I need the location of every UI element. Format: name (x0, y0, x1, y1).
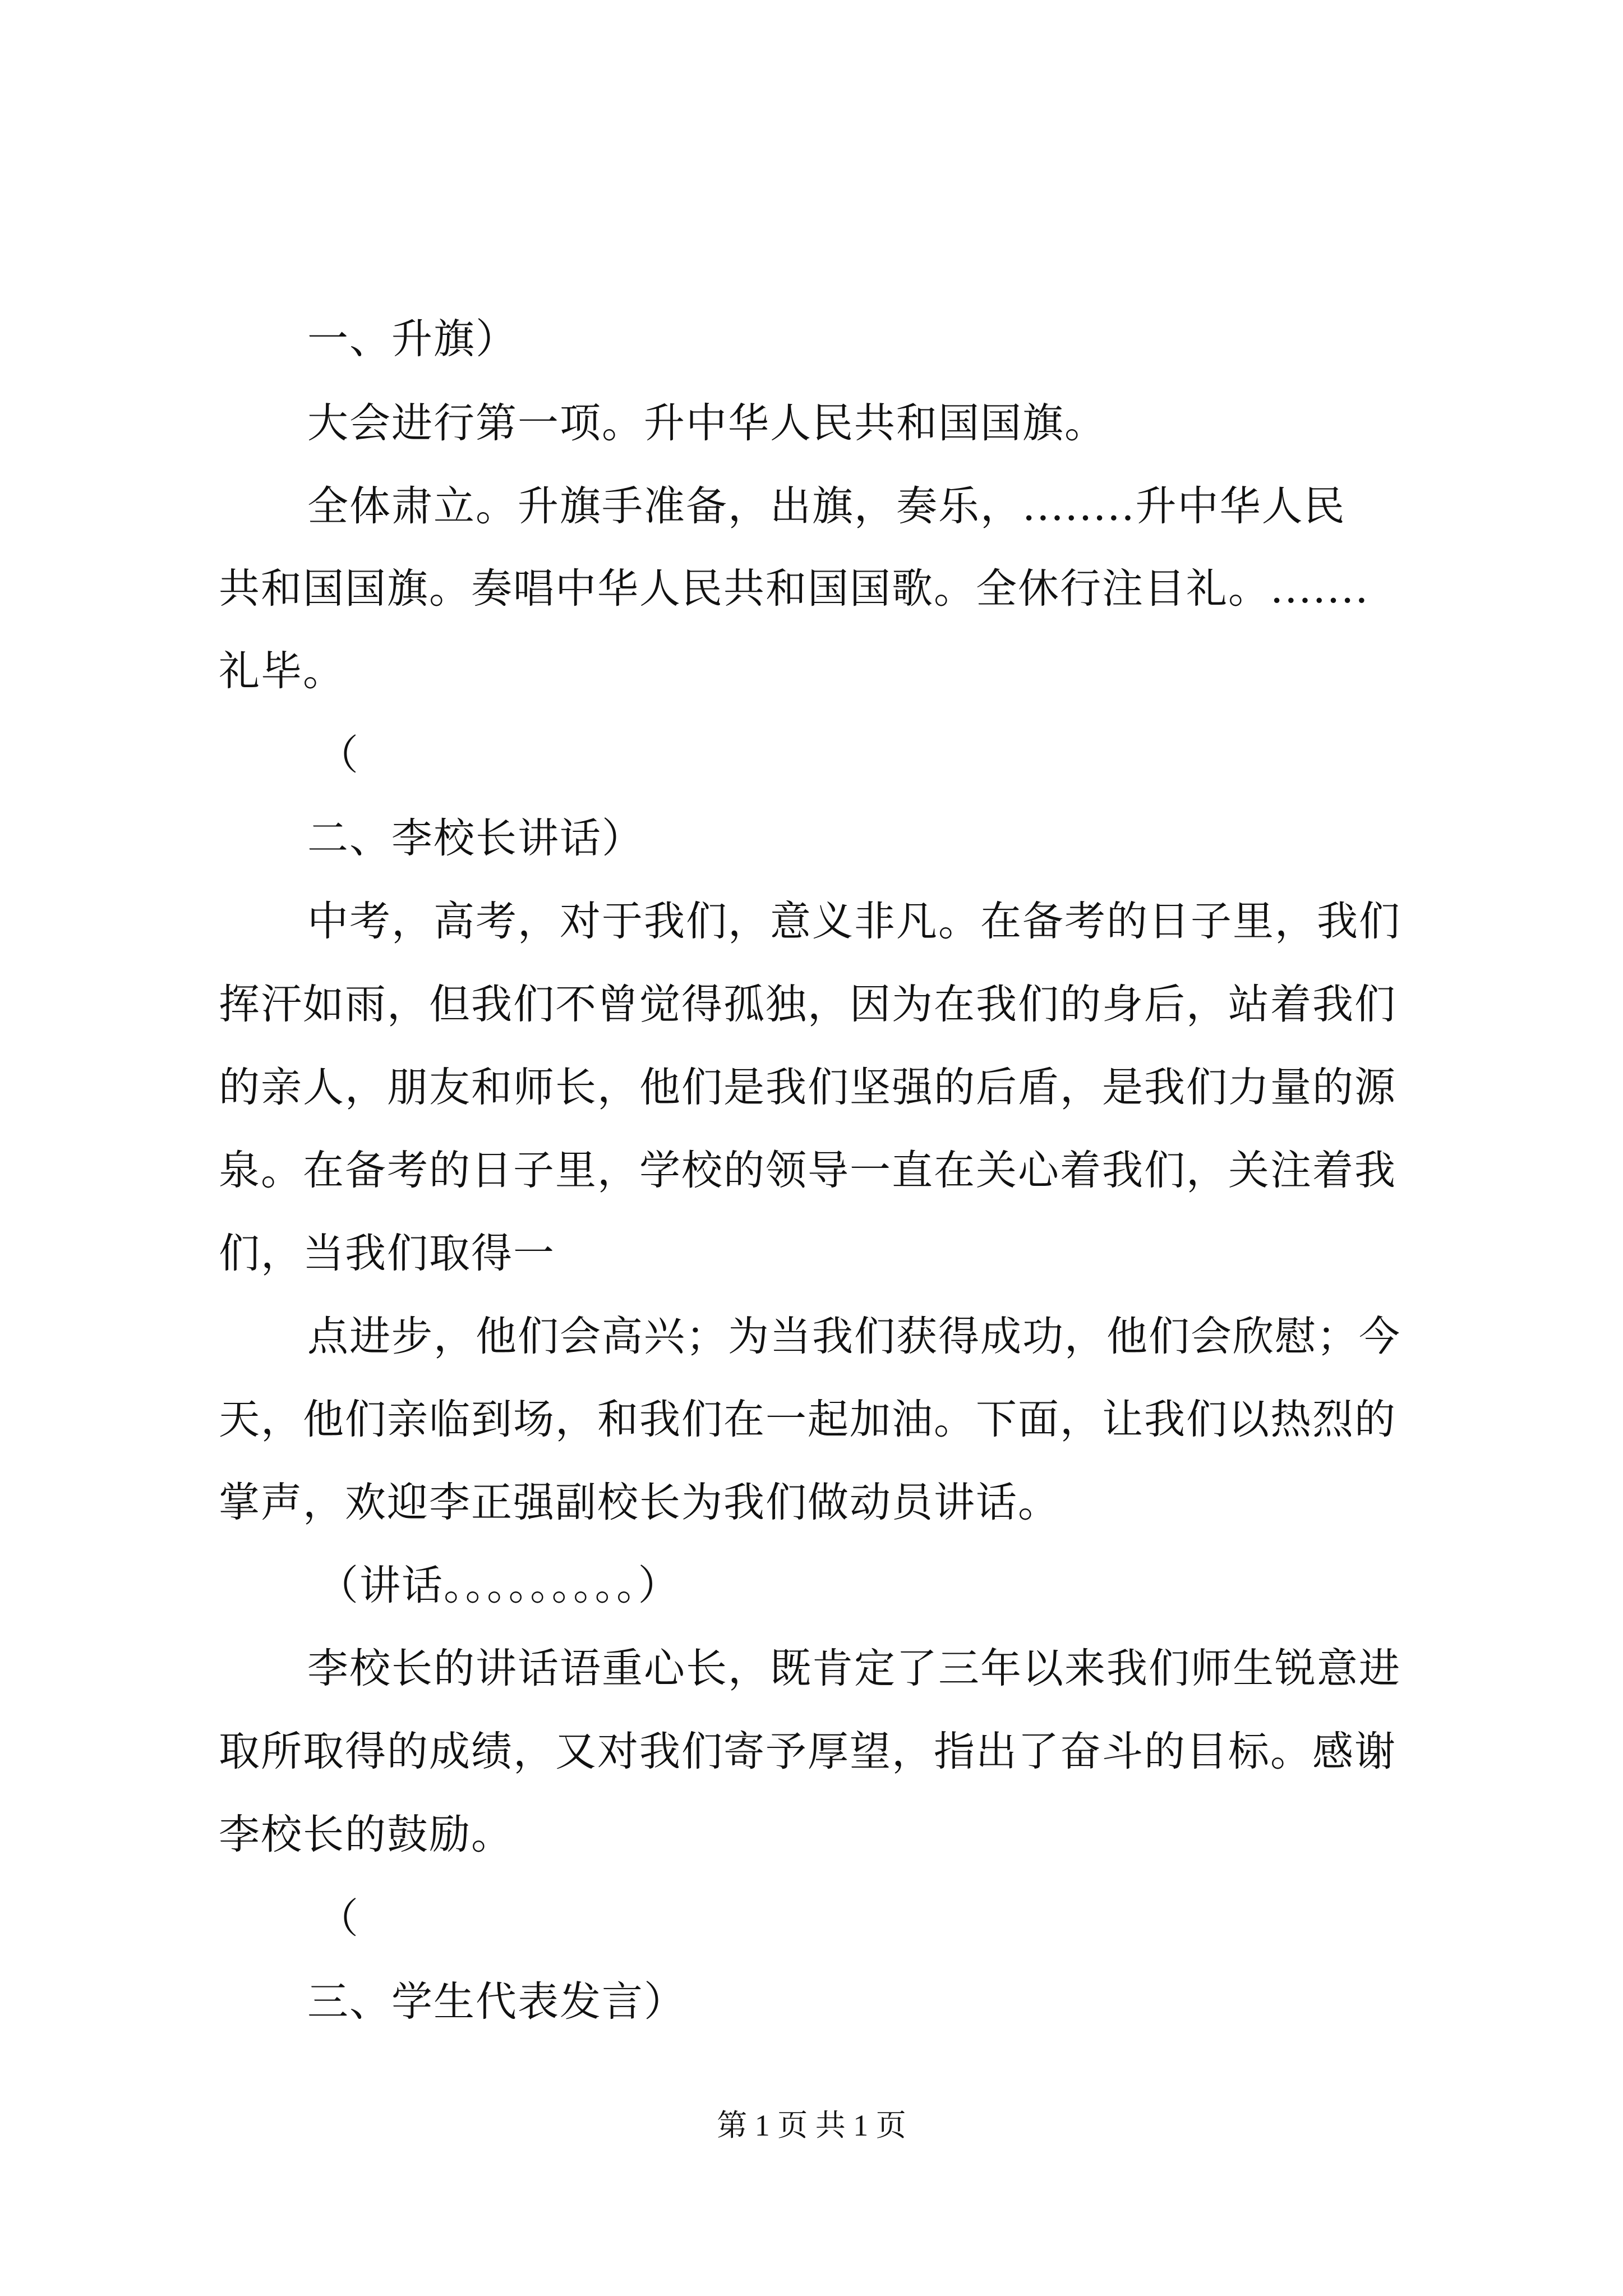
paragraph-line: 李校长的鼓励。 (219, 1811, 513, 1858)
paragraph-line: 点进步，他们会高兴；为当我们获得成功，他们会欣慰；今 (307, 1313, 1401, 1360)
paragraph-line: 挥汗如雨，但我们不曾觉得孤独，因为在我们的身后，站着我们 (219, 981, 1396, 1028)
paragraph-line: 天，他们亲临到场，和我们在一起加油。下面，让我们以热烈的 (219, 1396, 1396, 1443)
paragraph-line: 共和国国旗。奏唱中华人民共和国国歌。全休行注目礼。....... (219, 565, 1370, 613)
paragraph-line: 大会进行第一项。升中华人民共和国国旗。 (307, 399, 1106, 447)
section-heading-speech: 二、李校长讲话） (307, 815, 644, 862)
paragraph-line: 的亲人，朋友和师长，他们是我们坚强的后盾，是我们力量的源 (219, 1064, 1396, 1111)
paragraph-line: （ (317, 731, 359, 779)
paragraph-line: 全体肃立。升旗手准备，出旗，奏乐，........升中华人民 (307, 482, 1346, 530)
paragraph-line: 礼毕。 (219, 647, 345, 695)
page-footer: 第 1 页 共 1 页 (717, 2109, 906, 2142)
section-heading-student: 三、学生代表发言） (307, 1978, 686, 2026)
paragraph-line: 取所取得的成绩，又对我们寄予厚望，指出了奋斗的目标。感谢 (219, 1728, 1396, 1775)
paragraph-line: （ (317, 1895, 359, 1943)
paragraph-line: 李校长的讲话语重心长，既肯定了三年以来我们师生锐意进 (307, 1645, 1401, 1692)
section-heading-flag: 一、升旗） (307, 315, 518, 363)
paragraph-line: 掌声，欢迎李正强副校长为我们做动员讲话。 (219, 1479, 1060, 1526)
paragraph-line: 中考，高考，对于我们，意义非凡。在备考的日子里，我们 (307, 898, 1401, 945)
paragraph-line: （讲话。。。。。。。。。） (317, 1562, 680, 1609)
paragraph-line: 泉。在备考的日子里，学校的领导一直在关心着我们，关注着我 (219, 1147, 1396, 1194)
paragraph-line: 们，当我们取得一 (219, 1230, 555, 1277)
